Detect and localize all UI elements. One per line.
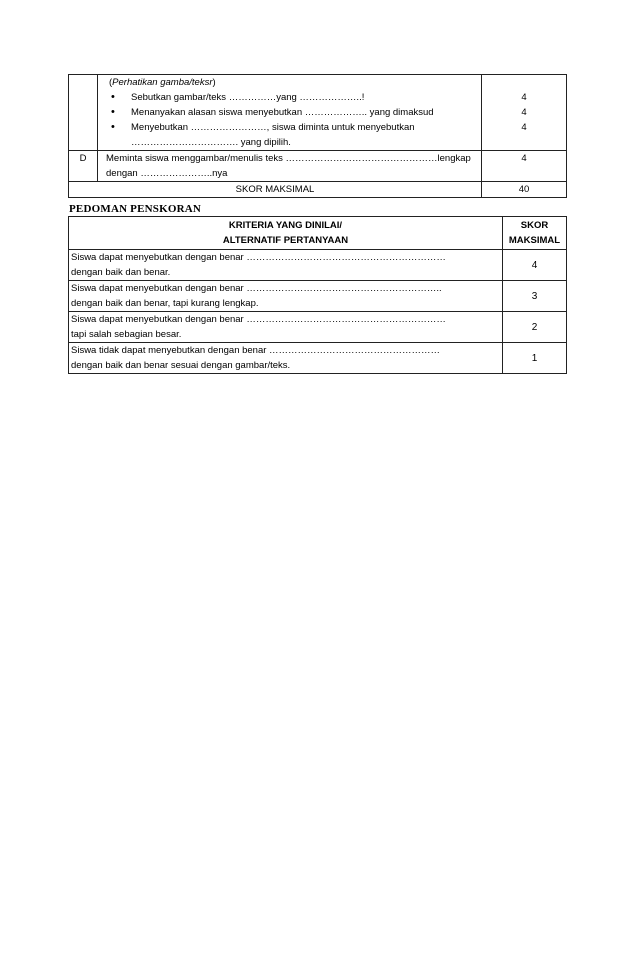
- row-code-empty: [69, 75, 98, 151]
- score-cell: 3: [503, 281, 567, 312]
- criteria-line2: dengan baik dan benar, tapi kurang lengkap.: [71, 298, 259, 309]
- total-value: 40: [482, 182, 567, 198]
- criteria-cell: [69, 250, 503, 281]
- section-heading: PEDOMAN PENSKORAN: [69, 203, 202, 215]
- rubric-score-cell: [482, 75, 567, 151]
- row-d-score: 4: [482, 151, 567, 182]
- criteria-header-line2: ALTERNATIF PERTANYAAN: [222, 235, 349, 246]
- score-value: 4: [521, 107, 527, 118]
- row-code: D: [69, 151, 98, 182]
- score-cell: 2: [503, 312, 567, 343]
- intro-line: (Perhatikan gamba/teksr): [109, 77, 216, 88]
- scoring-header-row: [69, 217, 567, 250]
- bullet-item: • Menanyakan alasan siswa menyebutkan ……………….. yang dimaksud: [109, 105, 478, 120]
- criteria-line1: Siswa dapat menyebutkan dengan benar ………………………………………………………: [71, 252, 446, 263]
- criteria-line1: Siswa dapat menyebutkan dengan benar ………………………………………………………: [71, 314, 446, 325]
- criteria-cell: [69, 281, 503, 312]
- rubric-table: [68, 74, 567, 198]
- table-row: [69, 343, 567, 374]
- criteria-header: [69, 217, 503, 250]
- intro-text: Perhatikan gamba/teksr: [112, 77, 213, 88]
- bullet-continuation: ……………………………. yang dipilih.: [131, 137, 291, 148]
- score-cell: 1: [503, 343, 567, 374]
- bullet-item: • Sebutkan gambar/teks ……………yang ………………..!: [109, 90, 478, 105]
- table-row: [69, 281, 567, 312]
- score-value: 4: [521, 122, 527, 133]
- score-cell: 4: [503, 250, 567, 281]
- score-header: [503, 217, 567, 250]
- score-value: 4: [521, 92, 527, 103]
- table-row: [69, 250, 567, 281]
- criteria-line2: dengan baik dan benar.: [71, 267, 171, 278]
- criteria-line2: dengan baik dan benar sesuai dengan gambar/teks.: [71, 360, 291, 371]
- bullet-item: • Menyebutkan ……………………, siswa diminta untuk menyebutkan: [109, 120, 478, 135]
- criteria-cell: [69, 312, 503, 343]
- criteria-cell: [69, 343, 503, 374]
- criteria-header-line1: KRITERIA YANG DINILAI/: [228, 220, 343, 231]
- score-header-line2: MAKSIMAL: [508, 235, 561, 246]
- rubric-row-d: [69, 151, 567, 182]
- activity-bullet-list: [101, 90, 478, 135]
- criteria-line2: tapi salah sebagian besar.: [71, 329, 182, 340]
- criteria-line1: Siswa tidak dapat menyebutkan dengan benar ………………………………………………: [71, 345, 441, 356]
- criteria-line1: Siswa dapat menyebutkan dengan benar ……………………………………………………..: [71, 283, 442, 294]
- row-d-line2: dengan …………………..nya: [106, 168, 228, 179]
- rubric-activity-cell: [98, 75, 482, 151]
- rubric-row-c: [69, 75, 567, 151]
- score-header-line1: SKOR: [520, 220, 549, 231]
- table-row: [69, 312, 567, 343]
- total-row: [69, 182, 567, 198]
- total-label: SKOR MAKSIMAL: [69, 182, 482, 198]
- row-d-description: [98, 151, 482, 182]
- row-d-line1: Meminta siswa menggambar/menulis teks …………………………………………lengkap: [106, 153, 471, 164]
- scoring-guide-table: [68, 216, 567, 374]
